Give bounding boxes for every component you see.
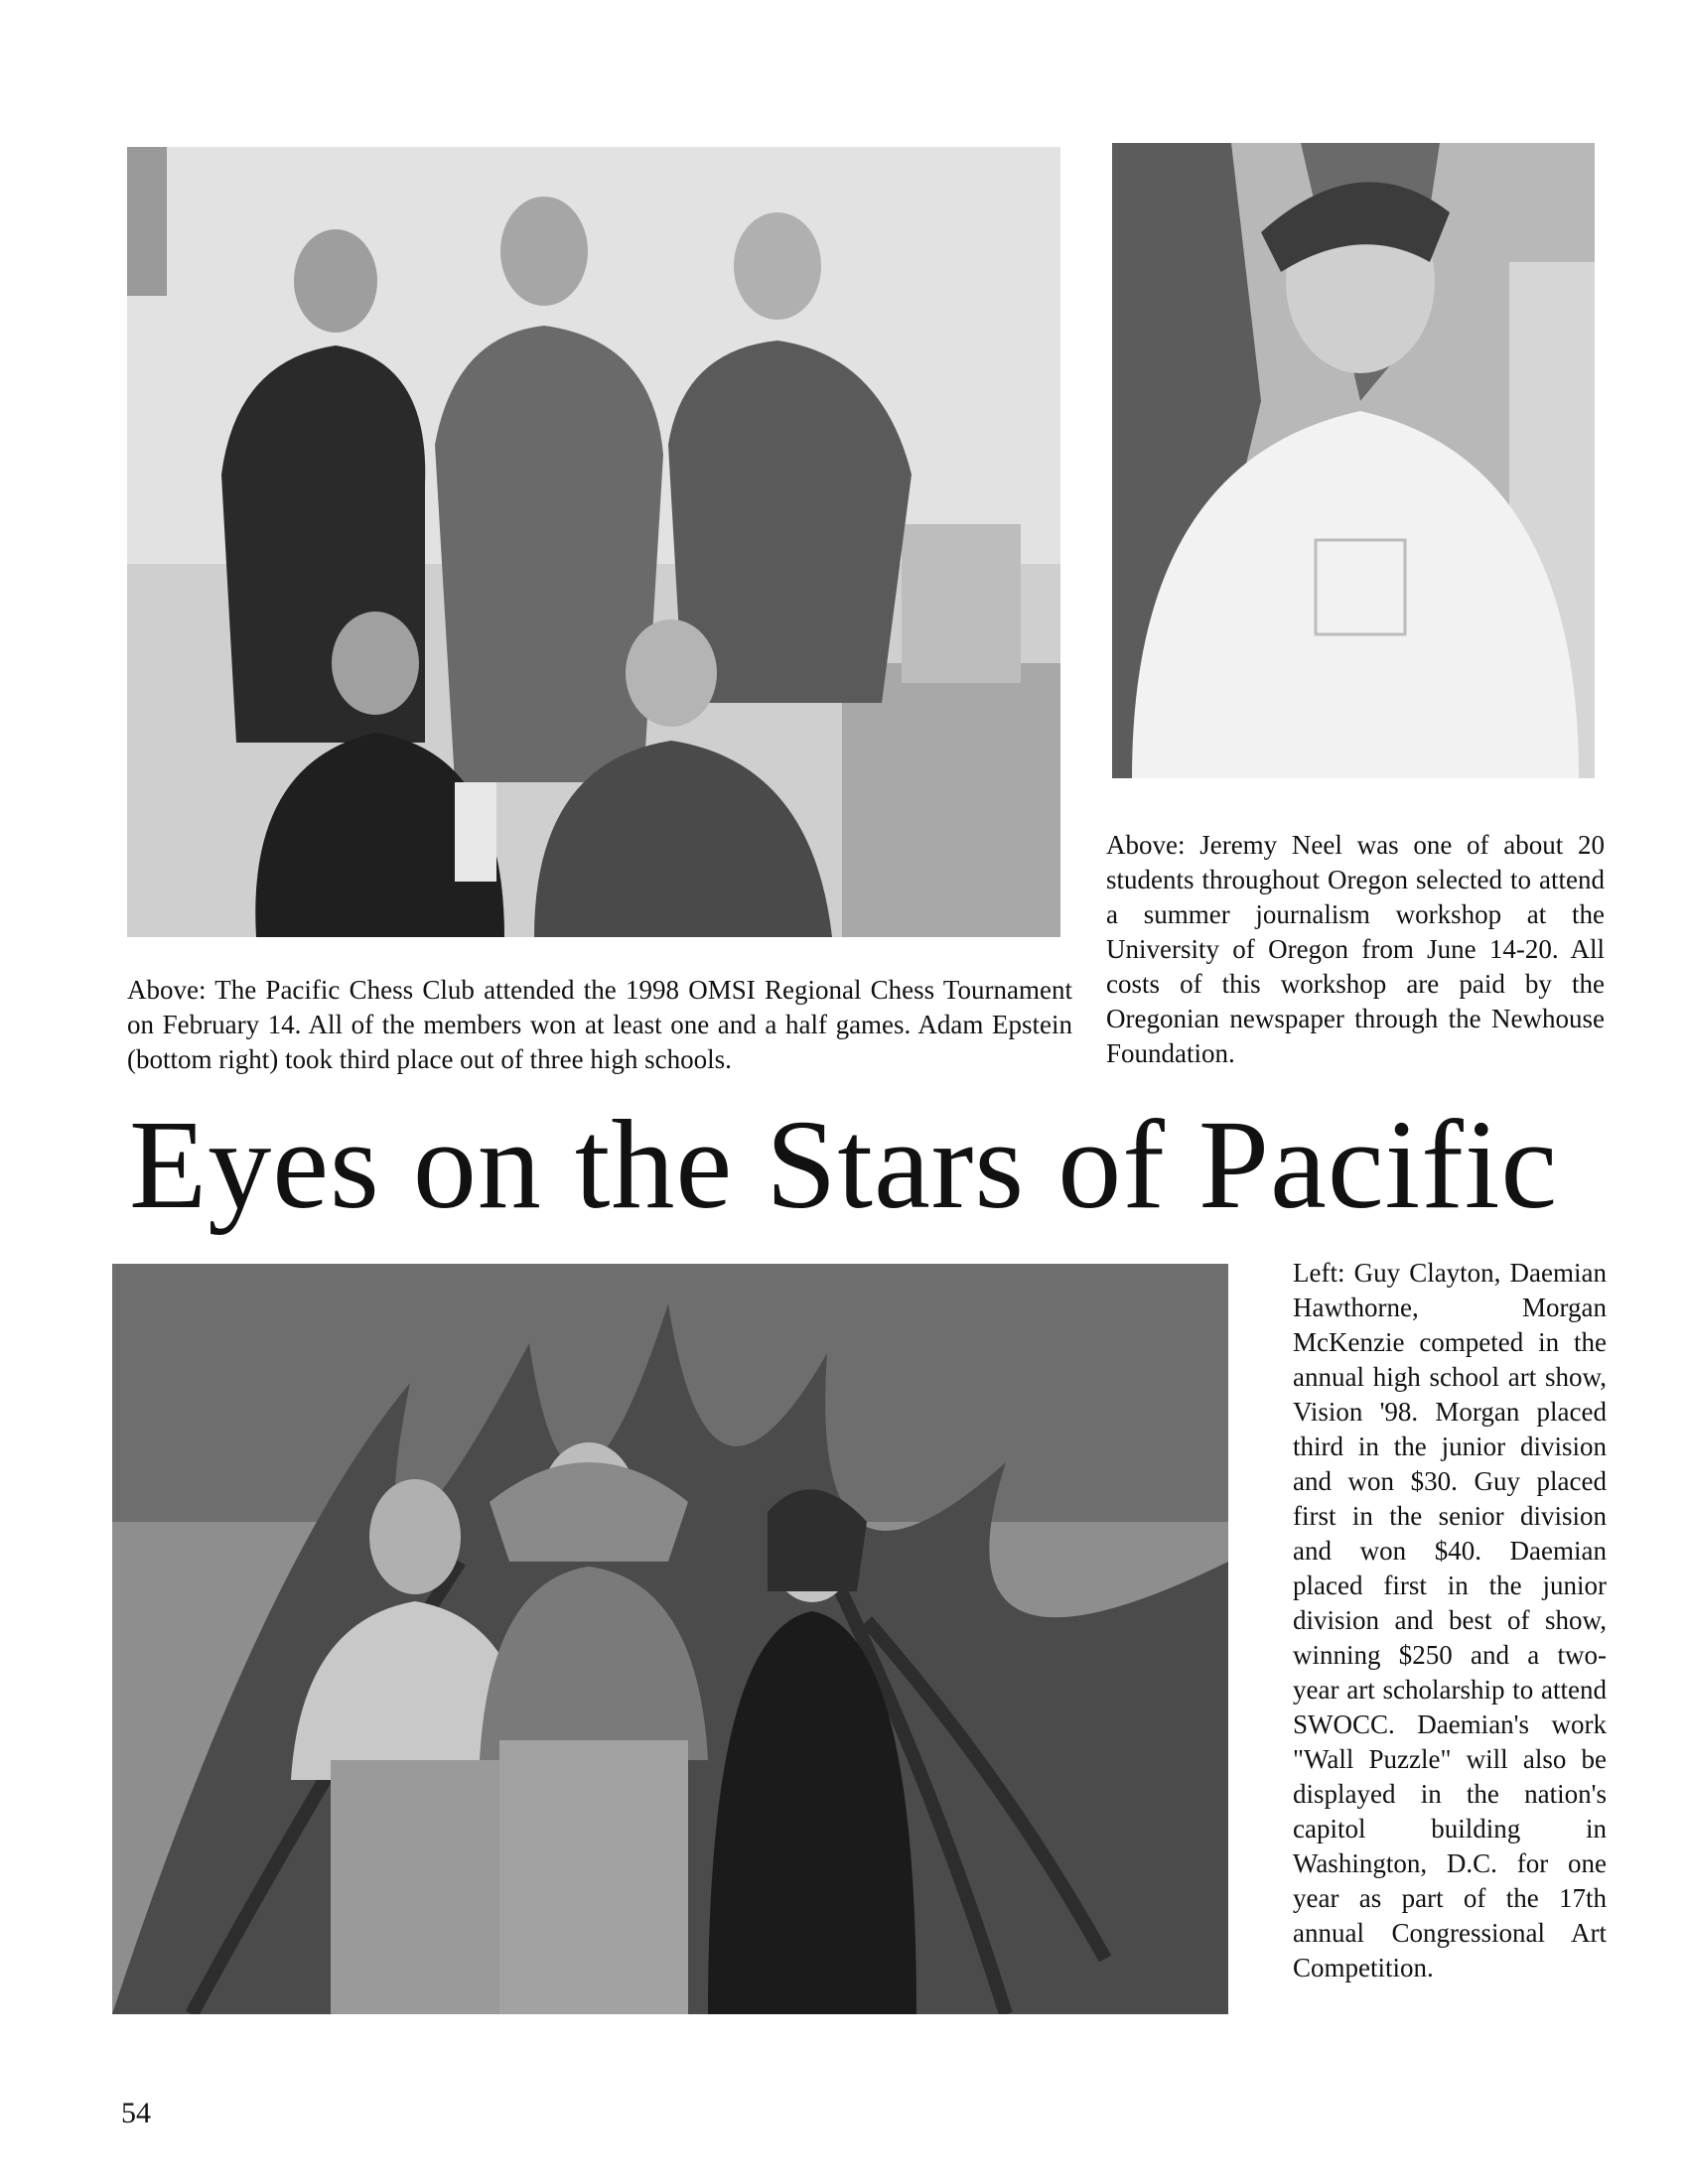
page-headline: Eyes on the Stars of Pacific (129, 1094, 1559, 1235)
art-show-caption: Left: Guy Clayton, Daemian Hawthorne, Morgan McKenzie competed in the annual high school art show, Vision '98. Morgan placed third in the junior division and won $30. Guy placed first in the senior division and won $40. Daemian placed first in the junior division and best of show, winning $250 and a two-year art scholarship to attend SWOCC. Daemian's work "Wall Puzzle" will also be displayed in the nation's capitol building in Washington, D.C. for one year as part of the 17th annual Congressional Art Competition. (1293, 1258, 1607, 1982)
chess-club-photo (127, 147, 1060, 937)
jeremy-neel-photo (1112, 143, 1595, 778)
journalism-caption: Above: Jeremy Neel was one of about 20 students throughout Oregon selected to attend a summer journalism workshop at the University of Oregon from June 14-20. All costs of this workshop are paid by the Oregonian newspaper through the Newhouse Foundation. (1106, 830, 1605, 1068)
page-number: 54 (121, 2097, 151, 2129)
chess-club-caption: Above: The Pacific Chess Club attended the 1998 OMSI Regional Chess Tournament on February 14. All of the members won at least one and a half games. Adam Epstein (bottom right) took third place out of three high schools. (127, 975, 1072, 1074)
art-show-photo (112, 1264, 1228, 2014)
